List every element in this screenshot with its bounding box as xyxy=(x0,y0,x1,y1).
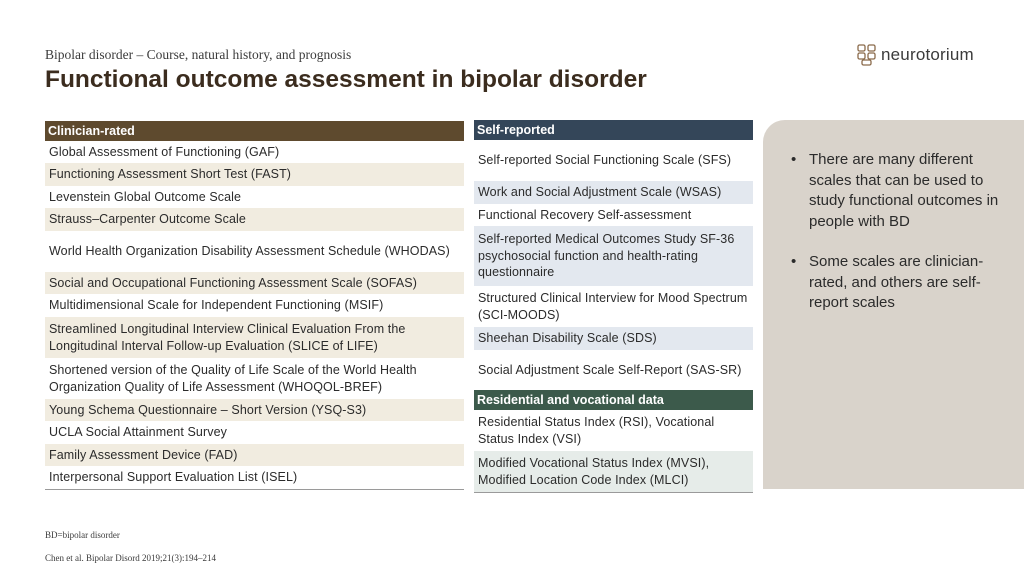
table-row: Sheehan Disability Scale (SDS) xyxy=(474,327,753,350)
table-row: Functioning Assessment Short Test (FAST) xyxy=(45,163,464,186)
clinician-rated-header: Clinician-rated xyxy=(45,121,464,141)
table-row: Global Assessment of Functioning (GAF) xyxy=(49,144,280,159)
table-row: Social Adjustment Scale Self-Report (SAS-SR) xyxy=(478,362,742,377)
table-row: World Health Organization Disability Assessment Schedule (WHODAS) xyxy=(49,244,450,259)
logo-text: neurotorium xyxy=(881,45,974,64)
table-row: Social and Occupational Functioning Assessment Scale (SOFAS) xyxy=(45,272,464,294)
table-row: Shortened version of the Quality of Life Scale of the World Health Organization Quality of Life Assessment (WHOQOL-BREF) xyxy=(49,363,417,394)
table-row: Strauss–Carpenter Outcome Scale xyxy=(45,208,464,231)
table-row: Streamlined Longitudinal Interview Clinical Evaluation From the Longitudinal Interval Follow-up Evaluation (SLICE of LIFE) xyxy=(45,317,464,358)
key-point-text: There are many different scales that can be used to study functional outcomes in people with BD xyxy=(809,151,999,230)
table-row: Multidimensional Scale for Independent Functioning (MSIF) xyxy=(49,298,384,313)
table-row: Residential Status Index (RSI), Vocational Status Index (VSI) xyxy=(478,415,715,446)
table-row: Self-reported Medical Outcomes Study SF-36 psychosocial function and health-rating questionnaire xyxy=(474,226,753,286)
table-row: Self-reported Social Functioning Scale (SFS) xyxy=(478,153,732,168)
key-point-text: Some scales are clinician-rated, and others are self-report scales xyxy=(809,253,984,311)
table-row: Family Assessment Device (FAD) xyxy=(45,444,464,466)
table-row: Functional Recovery Self-assessment xyxy=(478,207,692,222)
table-row: UCLA Social Attainment Survey xyxy=(49,425,227,440)
self-reported-header: Self-reported xyxy=(474,120,753,140)
slide-subtitle: Bipolar disorder – Course, natural history, and prognosis xyxy=(45,47,352,62)
abbreviation-footnote: BD=bipolar disorder xyxy=(45,530,120,540)
key-points-panel xyxy=(763,120,1024,489)
slide-title: Functional outcome assessment in bipolar disorder xyxy=(45,66,647,93)
key-point: • Some scales are clinician-rated, and others are self-report scales xyxy=(791,253,984,311)
table-row: Structured Clinical Interview for Mood Spectrum (SCI-MOODS) xyxy=(478,291,748,322)
residential-list xyxy=(474,410,753,493)
table-row: Work and Social Adjustment Scale (WSAS) xyxy=(474,181,753,204)
table-row: Interpersonal Support Evaluation List (ISEL) xyxy=(49,470,298,485)
neurotorium-logo xyxy=(857,44,974,66)
self-reported-list xyxy=(474,140,753,390)
citation-footnote: Chen et al. Bipolar Disord 2019;21(3):194–214 xyxy=(45,553,216,563)
self-reported-table xyxy=(474,120,753,493)
table-row: Levenstein Global Outcome Scale xyxy=(49,189,242,204)
brain-grid-icon xyxy=(857,44,877,66)
clinician-rated-list xyxy=(45,141,464,490)
key-point: • There are many different scales that can be used to study functional outcomes in people with BD xyxy=(791,151,999,230)
clinician-rated-table xyxy=(45,121,464,490)
residential-header: Residential and vocational data xyxy=(474,390,753,410)
table-row: Young Schema Questionnaire – Short Version (YSQ-S3) xyxy=(45,399,464,421)
table-row: Modified Vocational Status Index (MVSI), Modified Location Code Index (MLCI) xyxy=(474,451,753,492)
